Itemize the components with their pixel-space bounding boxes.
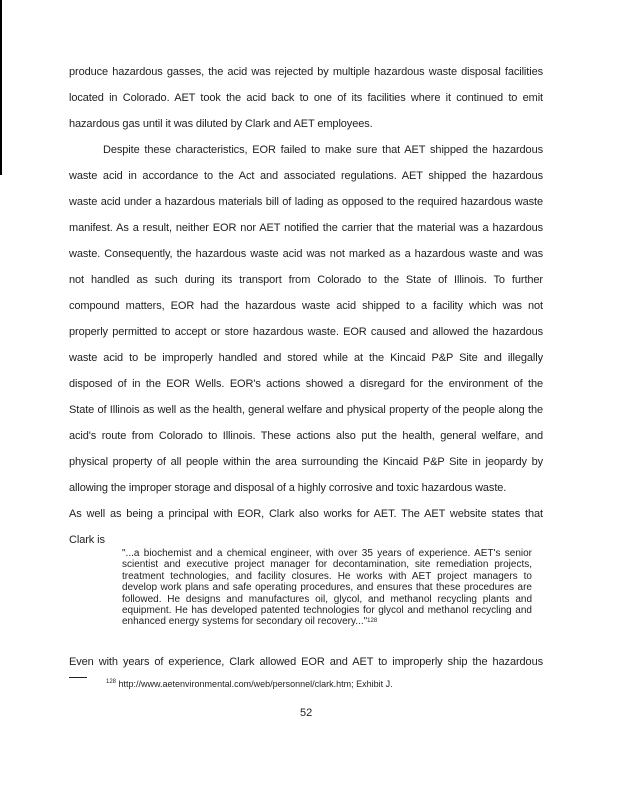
body-line-7: manifest. As a result, neither EOR nor AET notified the carrier that the material was a hazardous	[69, 222, 543, 234]
body-line-after-quote: Even with years of experience, Clark allowed EOR and AET to improperly ship the hazardous	[69, 656, 543, 668]
body-line-2: located in Colorado. AET took the acid back to one of its facilities where it continued to emit	[69, 92, 543, 104]
body-line-1: produce hazardous gasses, the acid was rejected by multiple hazardous waste disposal facilities	[69, 66, 543, 78]
quote-footnote-marker: 128	[367, 618, 378, 625]
body-line-8: waste. Consequently, the hazardous waste acid was not marked as a hazardous waste and was	[69, 248, 543, 260]
footnote-separator	[69, 677, 87, 678]
body-line-19: Clark is	[69, 534, 105, 546]
body-line-6: waste acid under a hazardous materials bill of lading as opposed to the required hazardous waste	[69, 196, 543, 208]
page-number: 52	[300, 707, 313, 719]
block-quote-text: "...a biochemist and a chemical engineer, with over 35 years of experience. AET's senior scientist and executive project manager for decontamination, site remediation projects, treatment technologies, and facility closures. He works with AET project managers to develop work plans and safe operating procedures, and ensures that these procedures are followed. He designs and manufactures oil, glycol, and methanol recycling plants and equipment. He has developed patented technologies for glycol and methanol recycling and enhanced energy systems for secondary oil recovery..."	[122, 548, 532, 628]
body-line-3: hazardous gas until it was diluted by Clark and AET employees.	[69, 118, 373, 130]
body-line-10: compound matters, EOR had the hazardous waste acid shipped to a facility which was not	[69, 300, 543, 312]
body-line-16: physical property of all people within the area surrounding the Kincaid P&P Site in jeopardy by	[69, 456, 543, 468]
body-line-15: acid's route from Colorado to Illinois. These actions also put the health, general welfare, and	[69, 430, 543, 442]
body-line-12: waste acid to be improperly handled and stored while at the Kincaid P&P Site and illegally	[69, 352, 543, 364]
body-line-5: waste acid in accordance to the Act and associated regulations. AET shipped the hazardous	[69, 170, 543, 182]
left-margin-rule	[0, 0, 2, 175]
body-line-17: allowing the improper storage and disposal of a highly corrosive and toxic hazardous waste.	[69, 482, 507, 494]
body-line-14: State of Illinois as well as the health, general welfare and physical property of the people along the	[69, 404, 543, 416]
footnote-text: http://www.aetenvironmental.com/web/personnel/clark.htm; Exhibit J.	[116, 679, 393, 689]
body-line-11: properly permitted to accept or store hazardous waste. EOR caused and allowed the hazardous	[69, 326, 543, 338]
body-line-4: Despite these characteristics, EOR failed to make sure that AET shipped the hazardous	[103, 144, 543, 156]
body-line-13: disposed of in the EOR Wells. EOR's actions showed a disregard for the environment of the	[69, 378, 543, 390]
block-quote	[122, 548, 532, 628]
body-line-9: not handled as such during its transport from Colorado to the State of Illinois. To further	[69, 274, 543, 286]
footnote-number: 128	[106, 679, 117, 685]
body-line-18: As well as being a principal with EOR, Clark also works for AET. The AET website states that	[69, 508, 543, 520]
footnote	[106, 679, 393, 689]
